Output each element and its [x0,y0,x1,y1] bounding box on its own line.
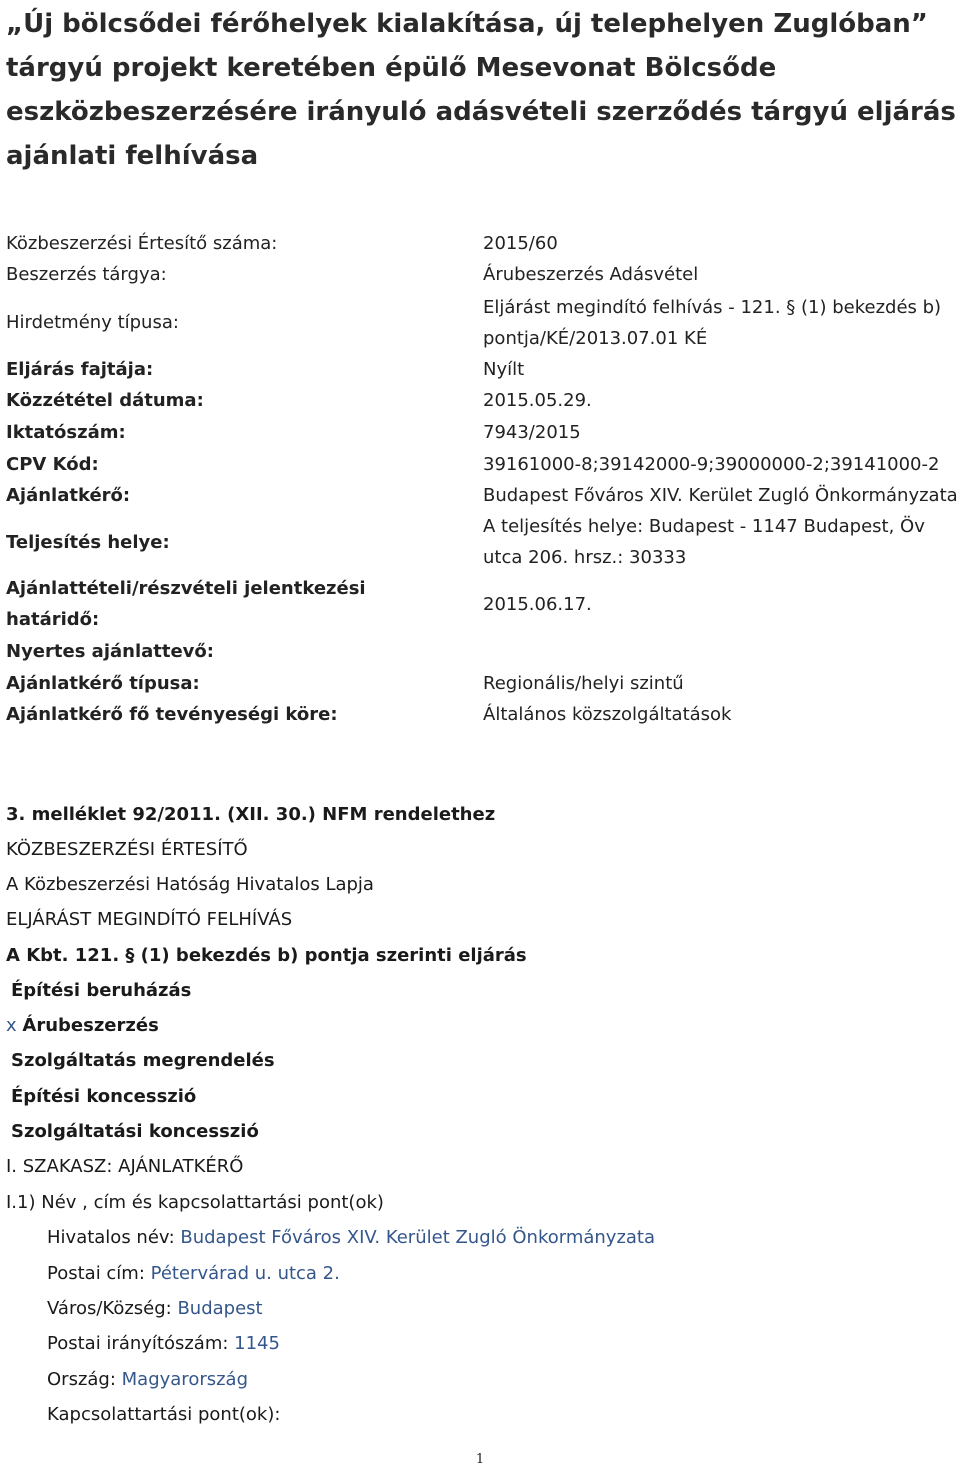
hatarido-value: 2015.06.17. [483,594,592,615]
title-line: „Új bölcsődei férőhelyek kialakítása, új telephelyen Zuglóban” [6,9,928,39]
tevekenyseg-value: Általános közszolgáltatások [483,704,732,725]
cpv-value: 39161000-8;39142000-9;39000000-2;39141000-2 [483,454,940,475]
title-line: eszközbeszerzésére irányuló adásvételi szerződés tárgyú eljárás [6,97,956,127]
field-value: Budapest [177,1298,263,1319]
melleklet-heading: 3. melléklet 92/2011. (XII. 30.) NFM rendelethez [6,804,496,825]
field-label: Postai cím: [47,1263,151,1284]
ertesito-value: 2015/60 [483,233,558,254]
page-number: 1 [475,1452,485,1467]
title-line: tárgyú projekt keretében épülő Mesevonat Bölcsőde [6,53,777,83]
field-value: Magyarország [121,1369,249,1390]
subsection-heading: I.1) Név , cím és kapcsolattartási pont(ok) [6,1192,384,1213]
hatarido-label [6,573,366,635]
selected-mark: x [6,1015,17,1036]
teljesites-value-line: utca 206. hrsz.: 30333 [483,547,687,568]
hirdetmeny-label: Hirdetmény típusa: [6,312,179,333]
teljesites-value-line: A teljesítés helye: Budapest - 1147 Budapest, Öv [483,516,925,537]
ertesito-heading: KÖZBESZERZÉSI ÉRTESÍTŐ [6,839,248,860]
option-szolgaltatas: Szolgáltatás megrendelés [11,1050,275,1071]
nyertes-label: Nyertes ajánlattevő: [6,641,214,662]
section-heading: I. SZAKASZ: AJÁNLATKÉRŐ [6,1156,244,1177]
option-arubeszerzes [6,1011,159,1041]
kbt-line: A Kbt. 121. § (1) bekezdés b) pontja szerinti eljárás [6,945,527,966]
postai-iranyitoszam [47,1329,280,1359]
document-title [6,2,956,178]
kapcsolattartasi-pontok: Kapcsolattartási pont(ok): [47,1404,281,1425]
hirdetmeny-value [483,292,941,354]
hirdetmeny-value-line: pontja/KÉ/2013.07.01 KÉ [483,328,708,349]
field-value: Pétervárad u. utca 2. [150,1263,340,1284]
option-szolgaltatasi-koncesszio: Szolgáltatási koncesszió [11,1121,259,1142]
teljesites-label: Teljesítés helye: [6,532,170,553]
hivatalos-nev [47,1223,655,1253]
field-label: Város/Község: [47,1298,178,1319]
hatarido-label-line: határidő: [6,609,100,630]
option-epitesi-beruhazas: Építési beruházás [11,980,192,1001]
lapja-heading: A Közbeszerzési Hatóság Hivatalos Lapja [6,874,374,895]
field-value: 1145 [234,1333,280,1354]
datum-value: 2015.05.29. [483,390,592,411]
datum-label: Közzététel dátuma: [6,390,204,411]
iktato-value: 7943/2015 [483,422,581,443]
ertesito-label: Közbeszerzési Értesítő száma: [6,233,278,254]
option-epitesi-koncesszio: Építési koncesszió [11,1086,197,1107]
hirdetmeny-value-line: Eljárást megindító felhívás - 121. § (1) bekezdés b) [483,297,942,318]
field-label: Postai irányítószám: [47,1333,235,1354]
field-value: Budapest Főváros XIV. Kerület Zugló Önkormányzata [180,1227,656,1248]
ajanlatkero-label: Ajánlatkérő: [6,485,131,506]
varos-kozseg [47,1294,263,1324]
targy-label: Beszerzés tárgya: [6,264,167,285]
field-label: Hivatalos név: [47,1227,181,1248]
option-label: Árubeszerzés [22,1015,159,1036]
felhivas-heading: ELJÁRÁST MEGINDÍTÓ FELHÍVÁS [6,909,293,930]
iktato-label: Iktatószám: [6,422,126,443]
tipus-value: Regionális/helyi szintű [483,673,684,694]
tipus-label: Ajánlatkérő típusa: [6,673,200,694]
title-line: ajánlati felhívása [6,141,259,171]
teljesites-value [483,511,925,573]
fajta-label: Eljárás fajtája: [6,359,154,380]
ajanlatkero-value: Budapest Főváros XIV. Kerület Zugló Önkormányzata [483,485,958,506]
cpv-label: CPV Kód: [6,454,99,475]
fajta-value: Nyílt [483,359,525,380]
orszag [47,1365,248,1395]
targy-value: Árubeszerzés Adásvétel [483,264,699,285]
field-label: Ország: [47,1369,122,1390]
postai-cim [47,1259,340,1289]
tevekenyseg-label: Ajánlatkérő fő tevényeségi köre: [6,704,338,725]
hatarido-label-line: Ajánlattételi/részvételi jelentkezési [6,578,366,599]
